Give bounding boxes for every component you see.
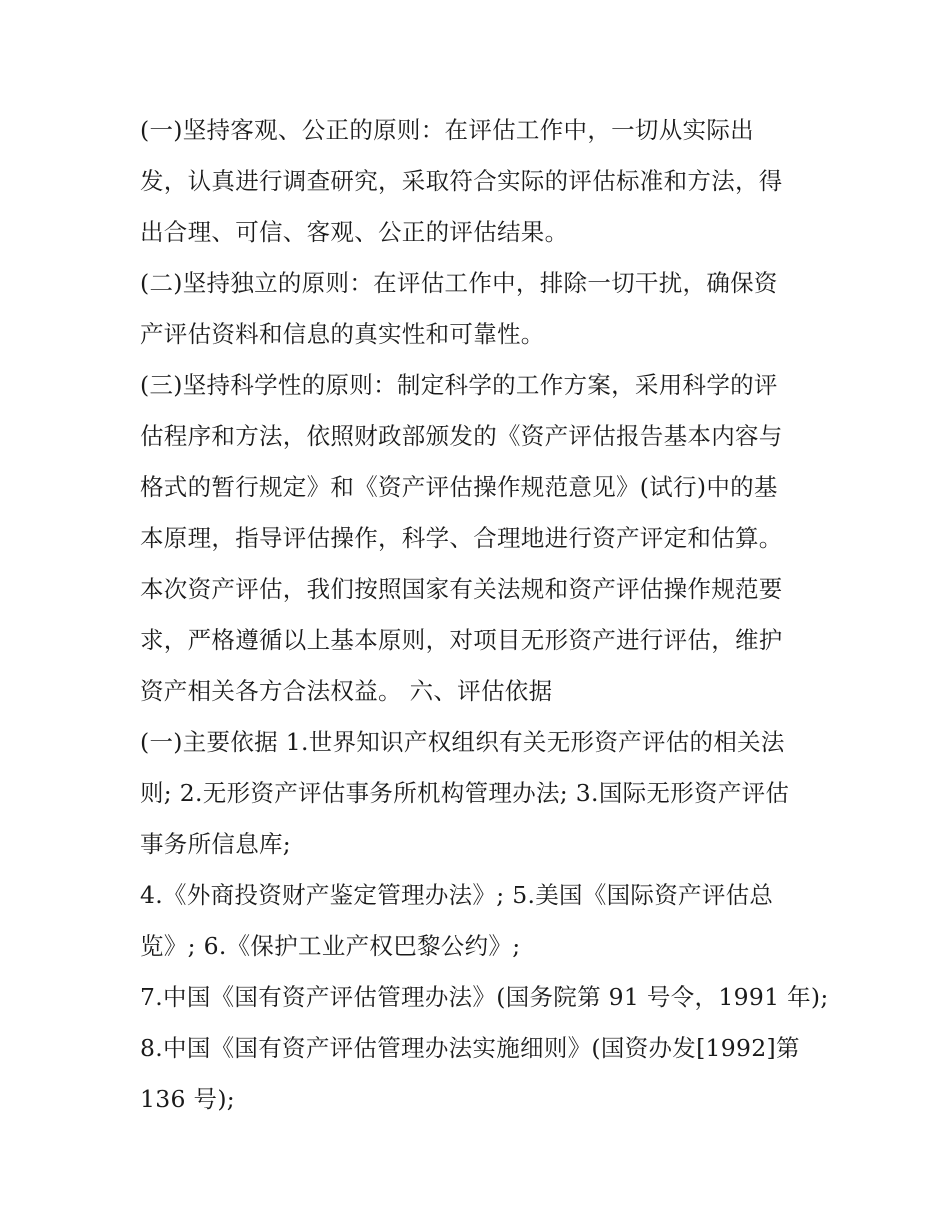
paragraph-basis-item-7 xyxy=(140,972,829,1023)
document-body xyxy=(140,105,829,1125)
paragraph-basis-items-4-6 xyxy=(140,870,820,972)
paragraph-principle-objective xyxy=(140,105,820,258)
text-line: 7.中国《国有资产评估管理办法》(国务院第 91 号令，1991 年); xyxy=(140,983,829,1011)
text-line: 估程序和方法，依照财政部颁发的《资产评估报告基本内容与 xyxy=(140,422,783,450)
text-line: 览》; 6.《保护工业产权巴黎公约》; xyxy=(140,932,521,960)
text-line: 136 号); xyxy=(140,1085,236,1113)
text-line: 事务所信息库; xyxy=(140,830,292,858)
paragraph-principle-independent xyxy=(140,258,820,360)
text-line: 格式的暂行规定》和《资产评估操作规范意见》(试行)中的基 xyxy=(140,473,778,501)
text-line: 本原理，指导评估操作，科学、合理地进行资产评定和估算。 xyxy=(140,524,783,552)
text-line: 本次资产评估，我们按照国家有关法规和资产评估操作规范要 xyxy=(140,575,783,603)
paragraph-basis-item-8 xyxy=(140,1023,820,1125)
text-line: 产评估资料和信息的真实性和可靠性。 xyxy=(140,320,545,348)
text-line: 则; 2.无形资产评估事务所机构管理办法; 3.国际无形资产评估 xyxy=(140,779,790,807)
text-line: (三)坚持科学性的原则：制定科学的工作方案，采用科学的评 xyxy=(140,371,778,399)
text-line: 求，严格遵循以上基本原则，对项目无形资产进行评估，维护 xyxy=(140,626,783,654)
text-line: (一)主要依据 1.世界知识产权组织有关无形资产评估的相关法 xyxy=(140,728,785,756)
text-line: (一)坚持客观、公正的原则：在评估工作中，一切从实际出 xyxy=(140,116,754,144)
text-line: 发，认真进行调查研究，采取符合实际的评估标准和方法，得 xyxy=(140,167,783,195)
text-line: 出合理、可信、客观、公正的评估结果。 xyxy=(140,218,569,246)
paragraph-principle-scientific xyxy=(140,360,820,717)
text-line: 8.中国《国有资产评估管理办法实施细则》(国资办发[1992]第 xyxy=(140,1034,800,1062)
text-line: 4.《外商投资财产鉴定管理办法》; 5.美国《国际资产评估总 xyxy=(140,881,774,909)
text-line: (二)坚持独立的原则：在评估工作中，排除一切干扰，确保资 xyxy=(140,269,778,297)
text-line: 资产相关各方合法权益。 六、评估依据 xyxy=(140,677,553,705)
paragraph-main-basis xyxy=(140,717,820,870)
